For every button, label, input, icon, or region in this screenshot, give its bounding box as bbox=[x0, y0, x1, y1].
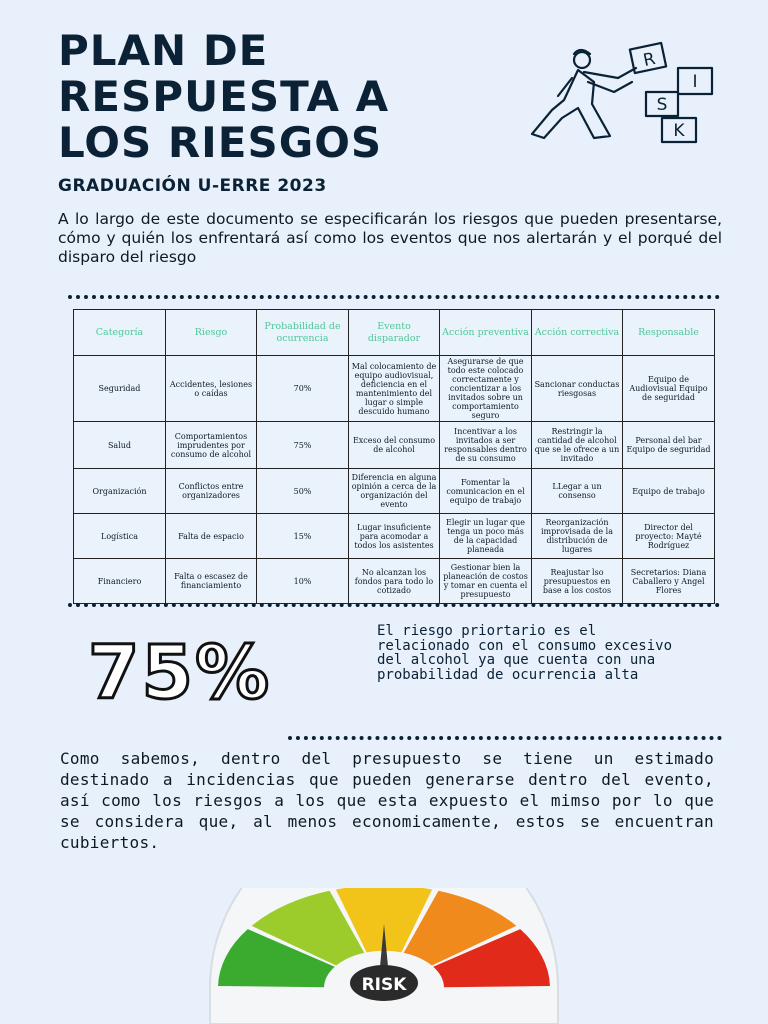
block-letter: K bbox=[673, 121, 685, 141]
title-line: LOS RIESGOS bbox=[58, 118, 383, 167]
table-cell: Reajustar lso presupuestos en base a los costos bbox=[532, 559, 623, 604]
priority-note: El riesgo priortario es el relacionado con el consumo excesivo del alcohol ya que cuenta con una probabilidad de ocurrencia alta bbox=[377, 623, 673, 683]
title-line: PLAN DE bbox=[58, 26, 269, 75]
table-cell: Fomentar la comunicacion en el equipo de trabajo bbox=[440, 469, 532, 514]
column-header: Acción correctiva bbox=[532, 310, 623, 356]
table-cell: Organización bbox=[74, 469, 166, 514]
column-header: Acción preventiva bbox=[440, 310, 532, 356]
table-cell: Financiero bbox=[74, 559, 166, 604]
column-header: Categoría bbox=[74, 310, 166, 356]
table-row bbox=[74, 559, 715, 604]
table-cell: 75% bbox=[257, 422, 349, 469]
subtitle: GRADUACIÓN U-ERRE 2023 bbox=[58, 176, 327, 196]
table-cell: Equipo de Audiovisual Equipo de seguridad bbox=[623, 356, 715, 422]
risk-gauge bbox=[206, 888, 562, 1024]
table-cell: Seguridad bbox=[74, 356, 166, 422]
table-cell: Incentivar a los invitados a ser responsables dentro de su consumo bbox=[440, 422, 532, 469]
table-header-row bbox=[74, 310, 715, 356]
table-cell: Falta de espacio bbox=[166, 514, 257, 559]
table-row bbox=[74, 514, 715, 559]
title-line: RESPUESTA A bbox=[58, 72, 390, 121]
column-header: Evento disparador bbox=[349, 310, 440, 356]
table-cell: Diferencia en alguna opinión a cerca de la organización del evento bbox=[349, 469, 440, 514]
table-cell: Sancionar conductas riesgosas bbox=[532, 356, 623, 422]
table-cell: No alcanzan los fondos para todo lo cotizado bbox=[349, 559, 440, 604]
table-cell: Mal colocamiento de equipo audiovisual, deficiencia en el mantenimiento del lugar o simple descuido humano bbox=[349, 356, 440, 422]
table-cell: Logística bbox=[74, 514, 166, 559]
block-letter: I bbox=[692, 72, 698, 92]
table-cell: Reorganización improvisada de la distribución de lugares bbox=[532, 514, 623, 559]
person-risk-blocks-illustration bbox=[522, 38, 722, 148]
table-cell: Personal del bar Equipo de seguridad bbox=[623, 422, 715, 469]
table-cell: Gestionar bien la planeación de costos y tomar en cuenta el presupuesto bbox=[440, 559, 532, 604]
table-cell: Salud bbox=[74, 422, 166, 469]
intro-text: A lo largo de este documento se especificarán los riesgos que pueden presentarse, cómo y quién los enfrentará así como los eventos que nos alertarán y el porqué del disparo del riesgo bbox=[58, 210, 722, 266]
table-cell: Asegurarse de que todo este colocado correctamente y concientizar a los invitados sobre un comportamiento seguro bbox=[440, 356, 532, 422]
table-row bbox=[74, 469, 715, 514]
table-cell: 15% bbox=[257, 514, 349, 559]
table-cell: LLegar a un consenso bbox=[532, 469, 623, 514]
table-cell: Comportamientos imprudentes por consumo de alcohol bbox=[166, 422, 257, 469]
table-row bbox=[74, 356, 715, 422]
table-cell: 70% bbox=[257, 356, 349, 422]
dotted-divider bbox=[68, 295, 720, 299]
table-cell: Restringir la cantidad de alcohol que se le ofrece a un invitado bbox=[532, 422, 623, 469]
table-cell: Lugar insuficiente para acomodar a todos los asistentes bbox=[349, 514, 440, 559]
column-header: Riesgo bbox=[166, 310, 257, 356]
block-letter: R bbox=[641, 48, 658, 71]
table-cell: Director del proyecto: Mayté Rodríguez bbox=[623, 514, 715, 559]
block-letter: S bbox=[656, 95, 668, 115]
table-cell: 10% bbox=[257, 559, 349, 604]
column-header: Probabilidad de ocurrencia bbox=[257, 310, 349, 356]
closing-paragraph: Como sabemos, dentro del presupuesto se tiene un estimado destinado a incidencias que pueden generarse dentro del evento, así como los riesgos a los que esta expuesto el mimso por lo que se considera que, al menos economicamente, estos se encuentran cubiertos. bbox=[60, 749, 714, 852]
risk-table bbox=[73, 309, 715, 604]
column-header: Responsable bbox=[623, 310, 715, 356]
table-cell: Elegir un lugar que tenga un poco más de la capacidad planeada bbox=[440, 514, 532, 559]
table-cell: Accidentes, lesiones o caídas bbox=[166, 356, 257, 422]
table-cell: Conflictos entre organizadores bbox=[166, 469, 257, 514]
gauge-label: RISK bbox=[361, 975, 407, 995]
table-cell: 50% bbox=[257, 469, 349, 514]
table-row bbox=[74, 422, 715, 469]
dotted-divider bbox=[288, 736, 722, 740]
table-cell: Exceso del consumo de alcohol bbox=[349, 422, 440, 469]
table-cell: Falta o escasez de financiamiento bbox=[166, 559, 257, 604]
priority-percent: 75% bbox=[88, 630, 272, 716]
dotted-divider bbox=[68, 603, 720, 607]
table-cell: Secretarios: Diana Caballero y Angel Flores bbox=[623, 559, 715, 604]
page-title bbox=[58, 28, 538, 166]
table-cell: Equipo de trabajo bbox=[623, 469, 715, 514]
